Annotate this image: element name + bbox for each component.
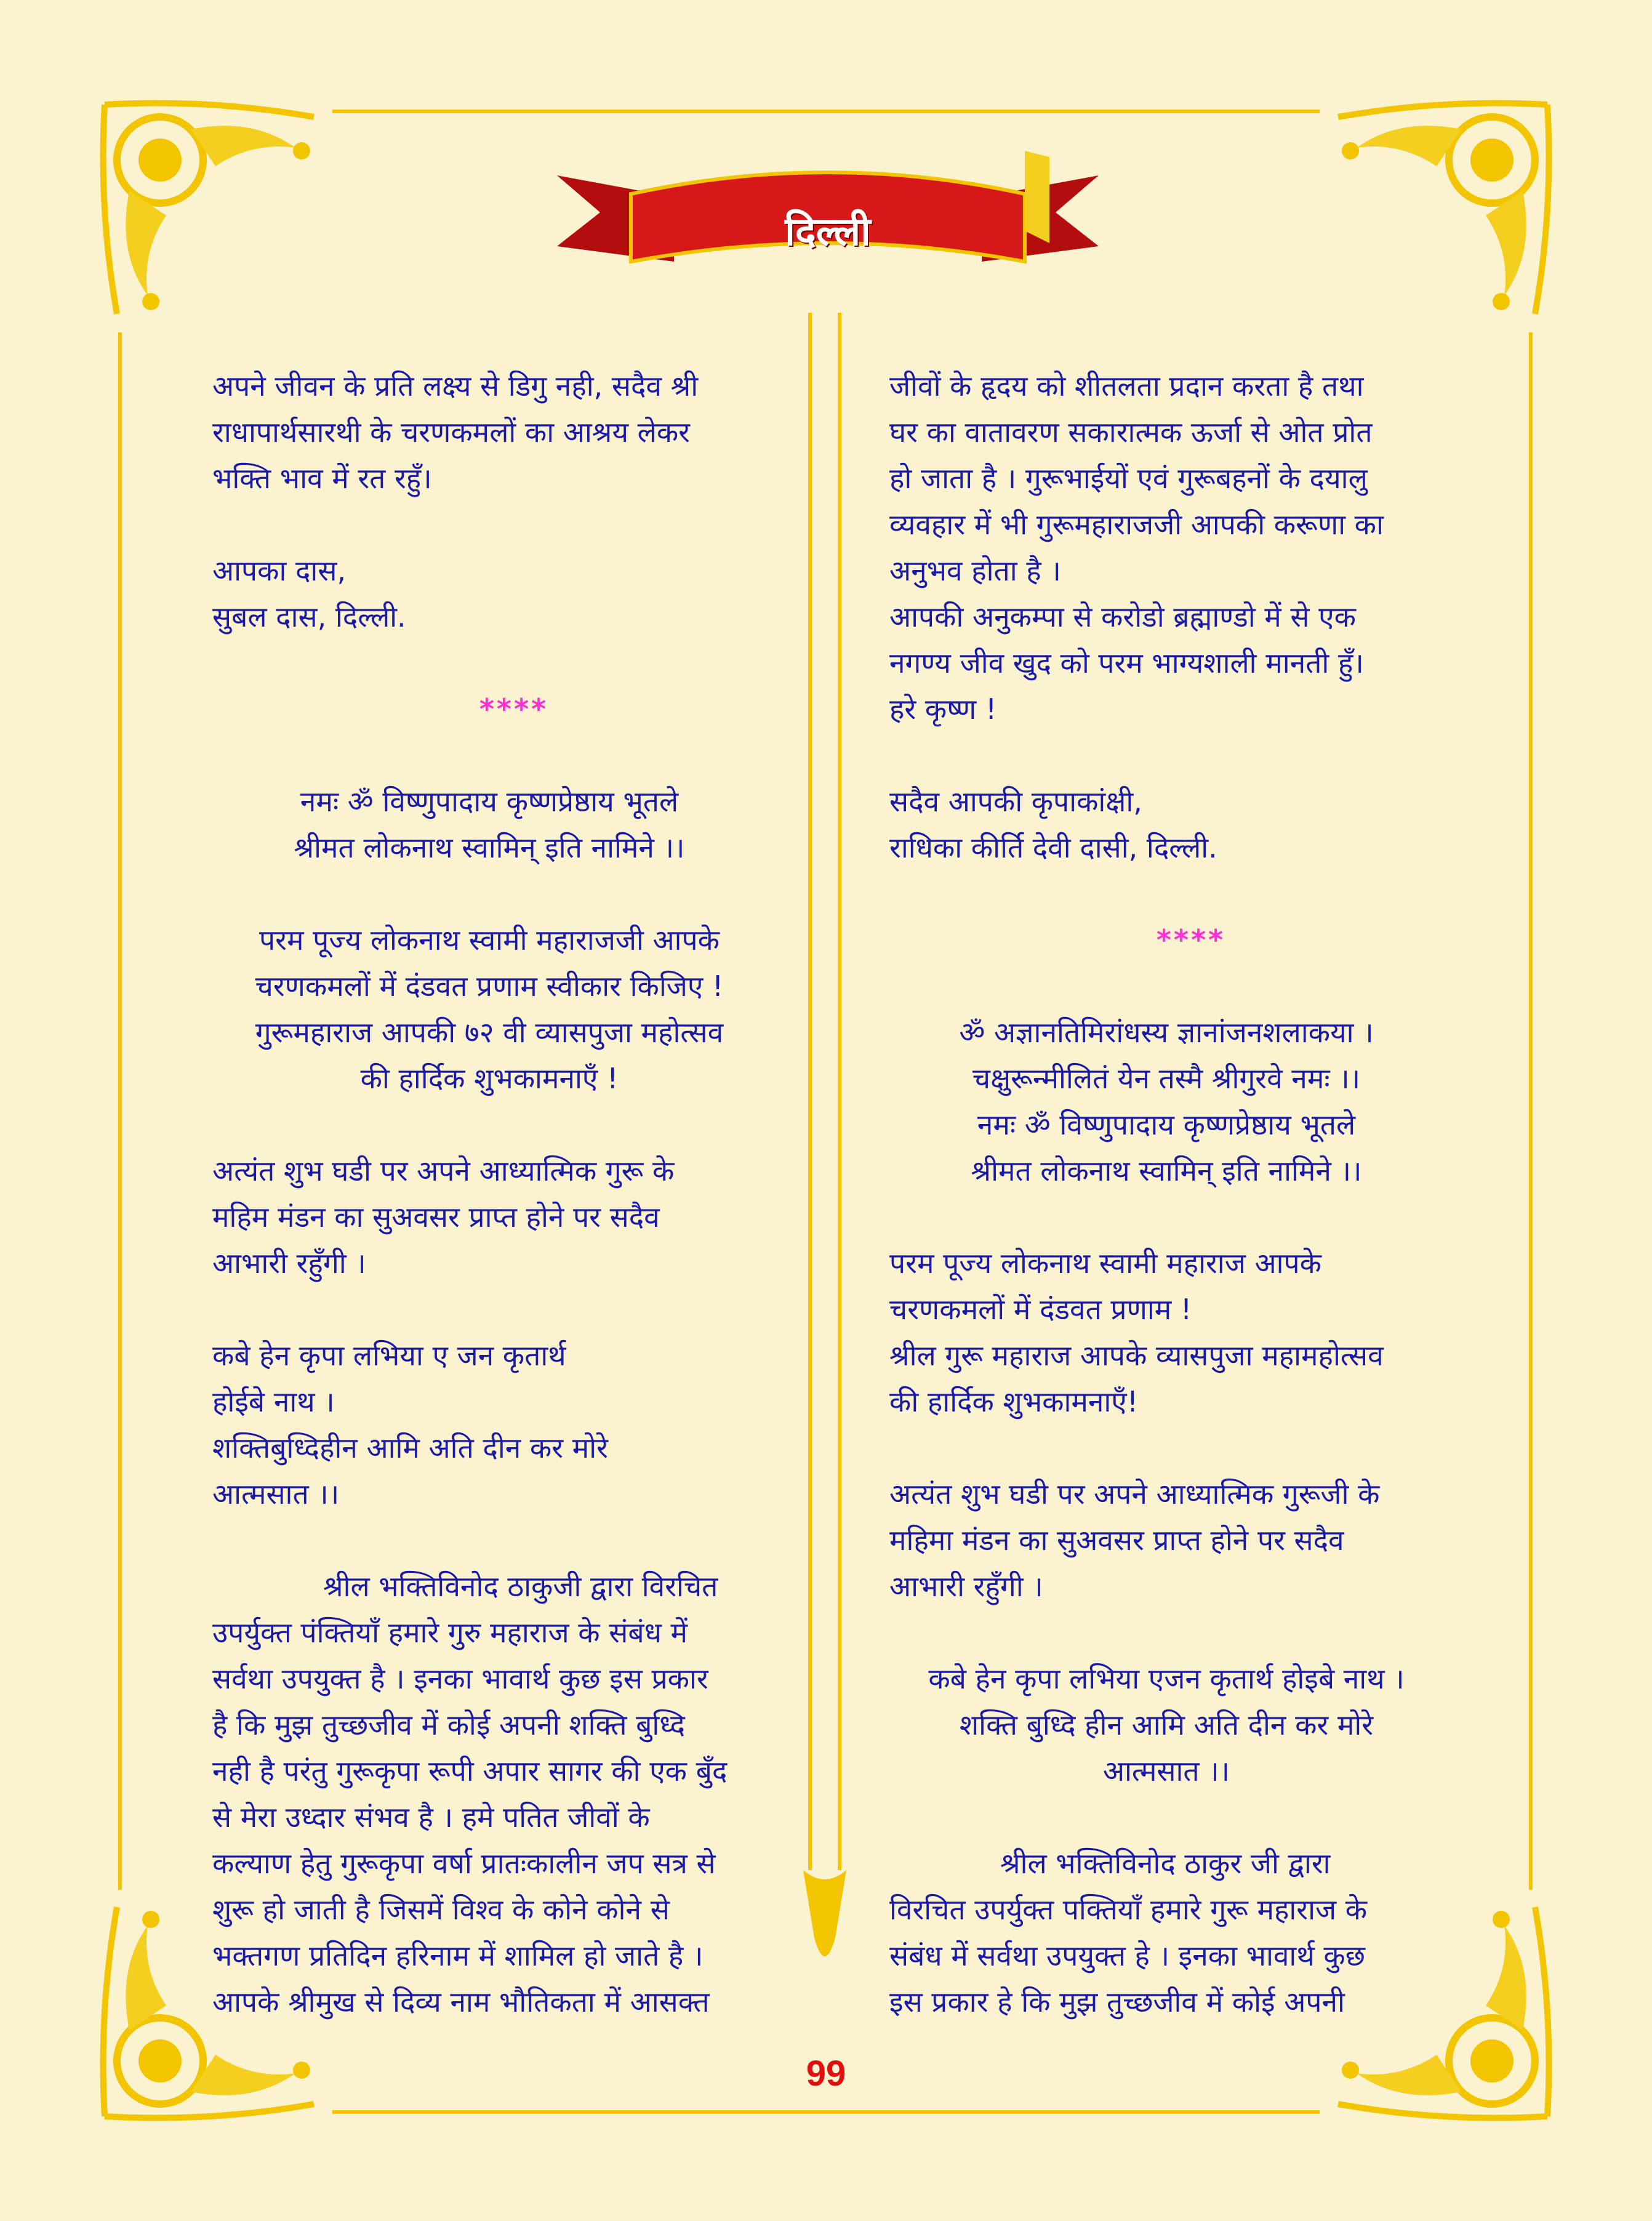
text-line: कबे हेन कृपा लभिया ए जन कृतार्थ <box>212 1339 566 1372</box>
text-line: हो जाता है । गुरूभाईयों एवं गुरूबहनों के दयालु <box>889 462 1368 495</box>
left-signature <box>212 548 766 640</box>
text-line: राधिका कीर्ति देवी दासी, दिल्ली. <box>889 831 1217 864</box>
right-mantra <box>889 1010 1443 1194</box>
text-line: महिम मंडन का सुअवसर प्राप्त होने पर सदैव <box>212 1200 660 1234</box>
right-column <box>889 363 1443 2025</box>
right-paragraph-3 <box>889 1841 1443 2025</box>
text-line: उपर्युक्त पंक्तियाँ हमारे गुरु महाराज के संबंध में <box>212 1616 688 1649</box>
corner-ornament-top-left <box>92 92 326 326</box>
text-line: आपके श्रीमुख से दिव्य नाम भौतिकता में आसक्त <box>212 1985 710 2018</box>
text-line: श्रीमत लोकनाथ स्वामिन् इति नामिने ।। <box>294 831 685 864</box>
text-line: श्रील गुरू महाराज आपके व्यासपुजा महामहोत्सव <box>889 1339 1384 1372</box>
text-line: शक्तिबुध्दिहीन आमि अति दीन कर मोरे <box>212 1431 608 1464</box>
left-paragraph-1 <box>212 363 766 502</box>
frame-bottom-line <box>332 2110 1320 2114</box>
text-line: श्रीमत लोकनाथ स्वामिन् इति नामिने ।। <box>971 1154 1362 1187</box>
text-line: चक्षुरून्मीलितं येन तस्मै श्रीगुरवे नमः ।। <box>972 1062 1361 1095</box>
text-line: नमः ॐ विष्णुपादाय कृष्णप्रेष्ठाय भूतले <box>300 785 679 818</box>
text-line: कबे हेन कृपा लभिया एजन कृतार्थ होइबे नाथ । <box>928 1662 1405 1695</box>
text-line: आपका दास, <box>212 554 347 587</box>
text-line: आभारी रहुँगी । <box>889 1570 1043 1603</box>
text-line: महिमा मंडन का सुअवसर प्राप्त होने पर सदैव <box>889 1524 1344 1557</box>
text-line: अनुभव होता है । <box>889 554 1061 587</box>
right-paragraph-2 <box>889 1471 1443 1610</box>
text-line: होईबे नाथ । <box>212 1385 335 1418</box>
text-line: भक्ति भाव में रत रहुँ। <box>212 462 432 495</box>
left-verse <box>212 1333 766 1517</box>
left-paragraph-2 <box>212 1148 766 1287</box>
text-line: परम पूज्य लोकनाथ स्वामी महाराज आपके <box>889 1247 1321 1280</box>
text-line: चरणकमलों में दंडवत प्रणाम स्वीकार किजिए ! <box>255 970 724 1003</box>
section-separator-stars: **** <box>1156 923 1226 957</box>
frame-top-line <box>332 110 1320 113</box>
right-paragraph-1 <box>889 363 1443 733</box>
left-column <box>212 363 766 2025</box>
text-line: व्यवहार में भी गुरूमहाराजजी आपकी करूणा का <box>889 508 1384 541</box>
text-line: गुरूमहाराज आपकी ७२ वी व्यासपुजा महोत्सव <box>255 1016 724 1049</box>
text-line: अपने जीवन के प्रति लक्ष्य से डिगु नही, सदैव श्री <box>212 369 699 403</box>
text-line: भक्तगण प्रतिदिन हरिनाम में शामिल हो जाते है । <box>212 1939 704 1972</box>
right-greeting <box>889 1240 1443 1425</box>
text-line: है कि मुझ तुच्छजीव में कोई अपनी शक्ति बुध्दि <box>212 1708 685 1741</box>
title-ribbon <box>557 139 1099 280</box>
text-line: जीवों के हृदय को शीतलता प्रदान करता है तथा <box>889 369 1364 403</box>
frame-right-line <box>1529 332 1533 1890</box>
text-line: चरणकमलों में दंडवत प्रणाम ! <box>889 1293 1192 1326</box>
text-line: अत्यंत शुभ घडी पर अपने आध्यात्मिक गुरू के <box>212 1154 675 1187</box>
text-line: शक्ति बुध्दि हीन आमि अति दीन कर मोरे <box>959 1708 1374 1741</box>
text-line: घर का वातावरण सकारात्मक ऊर्जा से ओत प्रोत <box>889 416 1373 449</box>
text-line: हरे कृष्ण ! <box>889 693 997 726</box>
text-line: अत्यंत शुभ घडी पर अपने आध्यात्मिक गुरूजी के <box>889 1477 1380 1511</box>
text-line: सर्वथा उपयुक्त है । इनका भावार्थ कुछ इस प्रकार <box>212 1662 708 1695</box>
text-line: इस प्रकार हे कि मुझ तुच्छजीव में कोई अपनी <box>889 1985 1345 2018</box>
text-line: से मेरा उध्दार संभव है । हमे पतित जीवों के <box>212 1801 650 1834</box>
text-line: की हार्दिक शुभकामनाएँ! <box>889 1385 1139 1418</box>
text-line: नमः ॐ विष्णुपादाय कृष्णप्रेष्ठाय भूतले <box>977 1108 1356 1141</box>
text-line: आपकी अनुकम्पा से करोडो ब्रह्माण्डो में से एक <box>889 600 1356 633</box>
text-line: की हार्दिक शुभकामनाएँ ! <box>360 1062 619 1095</box>
text-line: राधापार्थसारथी के चरणकमलों का आश्रय लेकर <box>212 416 690 449</box>
right-signature <box>889 779 1443 871</box>
text-line: आभारी रहुँगी । <box>212 1247 366 1280</box>
left-paragraph-3 <box>212 1564 766 2025</box>
text-line: आत्मसात ।। <box>1102 1754 1230 1788</box>
text-line: परम पूज्य लोकनाथ स्वामी महाराजजी आपके <box>259 923 720 957</box>
section-separator-stars: **** <box>479 693 549 726</box>
right-verse <box>889 1656 1443 1794</box>
text-line: श्रील भक्तिविनोद ठाकुजी द्वारा विरचित <box>323 1570 718 1603</box>
text-line: विरचित उपर्युक्त पक्तियाँ हमारे गुरू महाराज के <box>889 1893 1368 1926</box>
text-line: नगण्य जीव खुद को परम भाग्यशाली मानती हुँ। <box>889 646 1364 680</box>
text-line: आत्मसात ।। <box>212 1477 340 1511</box>
text-line: सुबल दास, दिल्ली. <box>212 600 406 633</box>
text-line: ॐ अज्ञानतिमिरांधस्य ज्ञानांजनशलाकया । <box>959 1016 1374 1049</box>
left-greeting <box>212 917 766 1102</box>
text-line: संबंध में सर्वथा उपयुक्त हे । इनका भावार्थ कुछ <box>889 1939 1365 1972</box>
corner-ornament-top-right <box>1326 92 1560 326</box>
text-line: श्रील भक्तिविनोद ठाकुर जी द्वारा <box>1000 1847 1331 1880</box>
text-line: नही है परंतु गुरूकृपा रूपी अपार सागर की एक बुँद <box>212 1754 728 1788</box>
page-number: 99 <box>806 2054 846 2094</box>
page-title: दिल्ली <box>785 209 871 255</box>
text-line: कल्याण हेतु गुरूकृपा वर्षा प्रातःकालीन जप सत्र से <box>212 1847 716 1880</box>
frame-left-line <box>118 332 122 1890</box>
column-divider <box>797 313 852 1969</box>
left-mantra <box>212 779 766 871</box>
text-line: शुरू हो जाती है जिसमें विश्व के कोने कोने से <box>212 1893 670 1926</box>
text-line: सदैव आपकी कृपाकांक्षी, <box>889 785 1142 818</box>
